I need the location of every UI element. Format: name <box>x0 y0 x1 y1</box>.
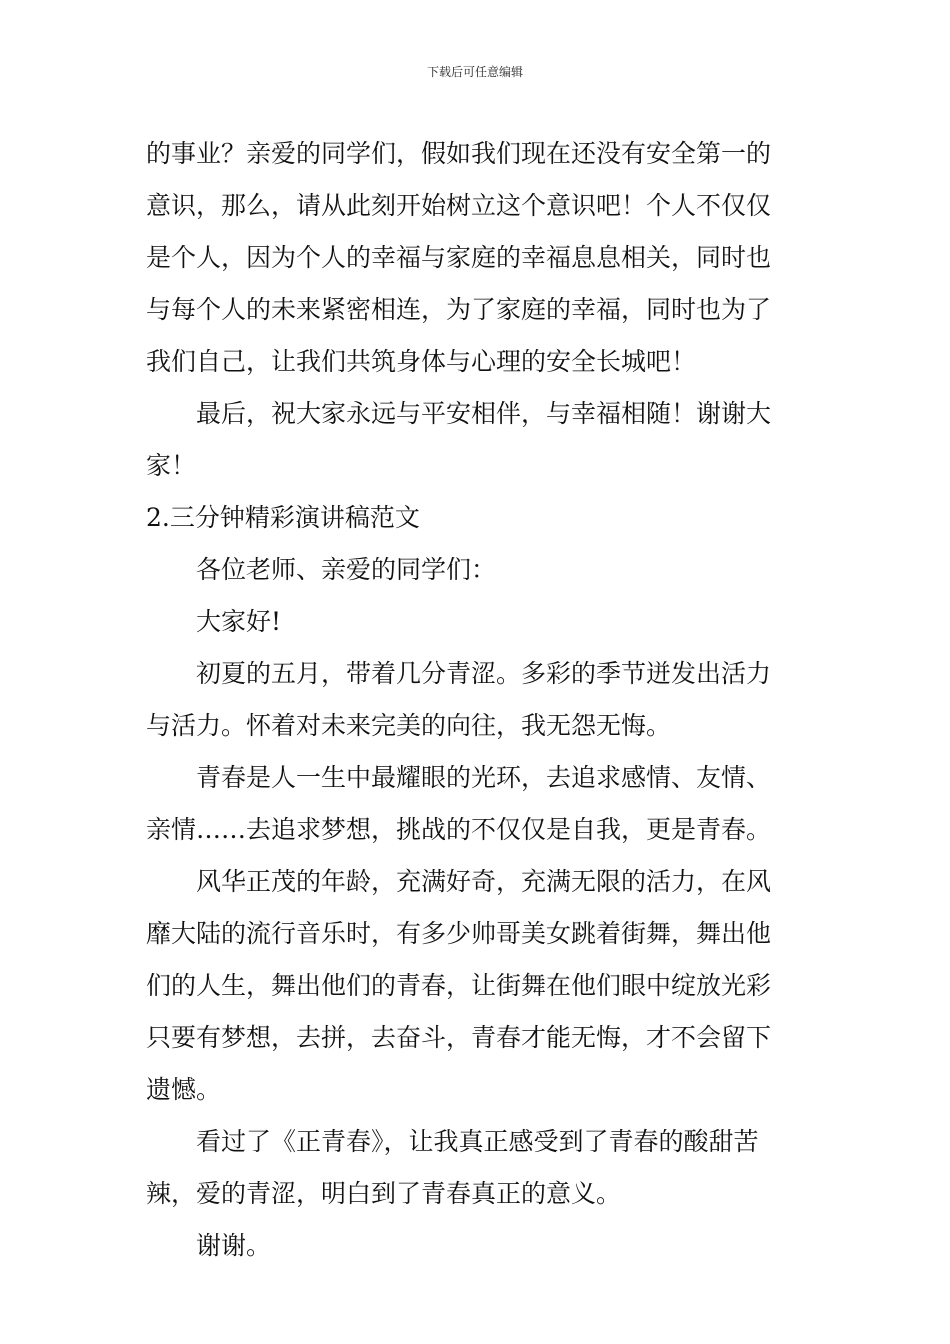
text-line: 意识，那么，请从此刻开始树立这个意识吧！个人不仅仅 <box>146 191 772 220</box>
text-line: 们的人生，舞出他们的青春，让街舞在他们眼中绽放光彩 <box>146 971 772 1000</box>
text-line: 各位老师、亲爱的同学们： <box>196 555 497 584</box>
text-line: 青春是人一生中最耀眼的光环，去追求感情、友情、 <box>196 763 772 792</box>
text-line: 最后，祝大家永远与平安相伴，与幸福相随！谢谢大 <box>196 399 772 428</box>
text-line: 的事业？亲爱的同学们，假如我们现在还没有安全第一的 <box>146 139 772 168</box>
text-line: 与每个人的未来紧密相连，为了家庭的幸福，同时也为了 <box>146 295 772 324</box>
text-line: 遗憾。 <box>146 1075 222 1104</box>
text-line: 大家好! <box>196 607 282 636</box>
text-line: 是个人，因为个人的幸福与家庭的幸福息息相关，同时也 <box>146 243 772 272</box>
page-header: 下载后可任意编辑 <box>426 65 523 79</box>
text-line: 我们自己，让我们共筑身体与心理的安全长城吧！ <box>146 347 697 376</box>
text-line: 靡大陆的流行音乐时，有多少帅哥美女跳着街舞，舞出他 <box>146 919 772 948</box>
document-body <box>146 128 808 1272</box>
text-line: 谢谢。 <box>196 1231 272 1260</box>
text-line: 辣，爱的青涩，明白到了青春真正的意义。 <box>146 1179 622 1208</box>
text-line: 家！ <box>146 451 197 480</box>
text-line: 风华正茂的年龄，充满好奇，充满无限的活力，在风 <box>196 867 772 896</box>
text-line: 只要有梦想，去拼，去奋斗，青春才能无悔，才不会留下 <box>146 1023 772 1052</box>
text-line: 与活力。怀着对未来完美的向往，我无怨无悔。 <box>146 711 672 740</box>
text-line: 看过了《正青春》，让我真正感受到了青春的酸甜苦 <box>196 1127 759 1156</box>
text-line: 2.三分钟精彩演讲稿范文 <box>146 503 420 532</box>
text-line: 初夏的五月，带着几分青涩。多彩的季节迸发出活力 <box>196 659 772 688</box>
text-line: 亲情……去追求梦想，挑战的不仅仅是自我，更是青春。 <box>146 815 772 844</box>
